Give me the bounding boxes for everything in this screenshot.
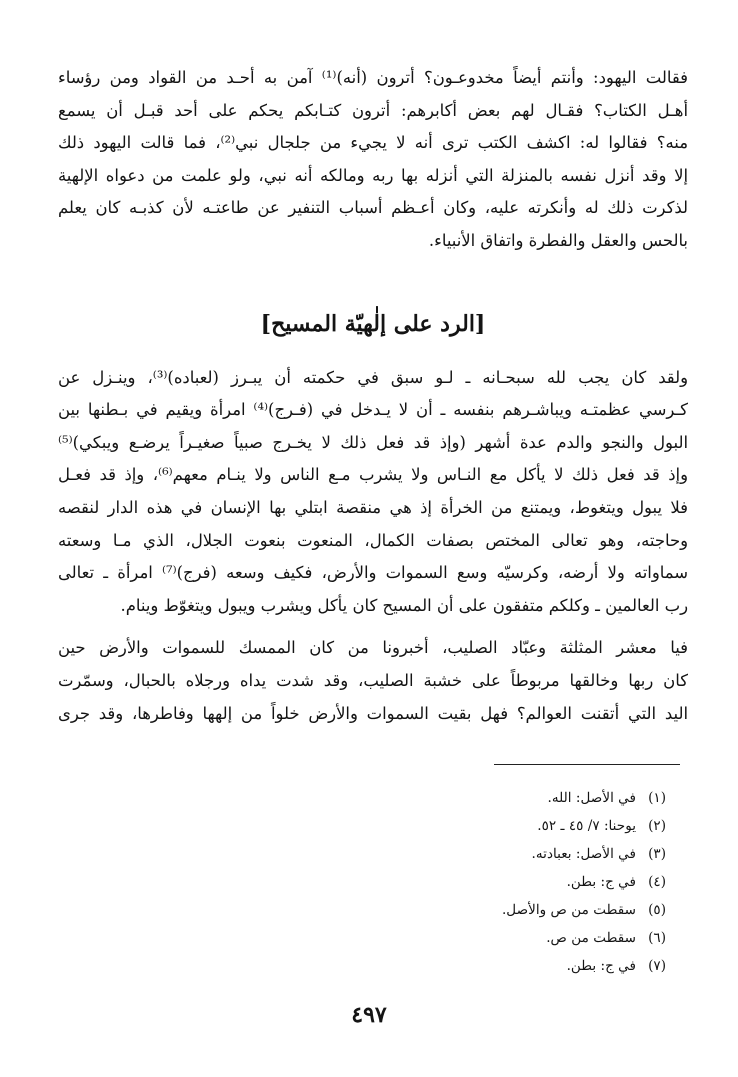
footnote-text: في ج: بطن. (566, 958, 636, 974)
paragraph-3 (58, 632, 688, 730)
footnote-text: يوحنا: ٧/ ٤٥ ـ ٥٢. (537, 818, 636, 834)
text-line: بالحس والعقل والفطرة واتفاق الأنبياء. (428, 230, 688, 250)
page-number: ٤٩٧ (351, 1002, 387, 1028)
footnote-text: في الأصل: الله. (547, 790, 636, 806)
text-line: فلا يبول ويتغوط، ويمتنع من الخرأة إذ هي منقصة ابتلي بها الإنسان في هذه الدار لنقصه (58, 497, 688, 517)
footnote-text: سقطت من ص. (546, 930, 636, 946)
text-line: فيا معشر المثلثة وعبّاد الصليب، أخبرونا من كان الممسك للسموات والأرض حين (58, 638, 688, 658)
footnote-number: (٧) (648, 958, 666, 974)
text-line: كـرسي عظمتـه ويباشـرهم بنفسه ـ أن لا يـدخل في (فـرج)⁽⁴⁾ امرأة ويقيم في بـطنها بين (58, 400, 688, 420)
footnote-item (502, 924, 666, 952)
footnote-divider (494, 764, 680, 765)
footnote-number: (١) (648, 790, 666, 806)
footnote-item (502, 840, 666, 868)
text-line: منه؟ فقالوا له: اكشف الكتب ترى أنه لا يجيء من جلجال نبي⁽²⁾، فما قالت اليهود ذلك (58, 133, 688, 153)
footnote-item (502, 784, 666, 812)
text-line: اليد التي أتقنت العوالم؟ فهل بقيت السموات والأرض خلواً من إلهها وفاطرها، وقد جرى (58, 703, 688, 723)
footnote-item (502, 868, 666, 896)
footnote-text: في الأصل: بعبادته. (531, 846, 636, 862)
text-line: سماواته ولا أرضه، وكرسيّه وسع السموات والأرض، فكيف وسعه (فرج)⁽⁷⁾ امرأة ـ تعالى (58, 563, 688, 583)
section-heading: [الرد على إلٰهيّة المسيح] (260, 310, 486, 337)
footnote-item (502, 896, 666, 924)
text-line: لذكرت ذلك له وأنكرته عليه، وكان أعـظم أسباب التنفير عن طاعتـه لأن كذبـه كان يعلم (58, 198, 688, 218)
text-line: وإذ قد فعل ذلك لا يأكل مع النـاس ولا يشرب مـع الناس ولا ينـام معهم⁽⁶⁾، وإذ قد فعـل (58, 465, 688, 485)
text-line: أهـل الكتاب؟ فقـال لهم بعض أكابرهم: أترون كتـابكم يحكم على أحد قبـل أن يسمع (58, 100, 688, 120)
footnote-number: (٤) (648, 874, 666, 890)
text-line: إلا وقد أنزل نفسه بالمنزلة التي أنزله بها ربه ومالكه أنه نبي، ولو علمت من دعواه الإلهية (58, 165, 688, 185)
text-line: ولقد كان يجب لله سبحـانه ـ لـو سبق في حكمته أن يبـرز (لعباده)⁽³⁾، وينـزل عن (58, 367, 688, 387)
footnote-number: (٦) (648, 930, 666, 946)
footnote-text: سقطت من ص والأصل. (501, 902, 636, 918)
footnote-number: (٢) (648, 818, 666, 834)
footnote-number: (٣) (648, 846, 666, 862)
page-body (58, 62, 688, 730)
paragraph-1 (58, 62, 688, 258)
text-line: كان ربها وخالقها مربوطاً على خشبة الصليب، وقد شدت يداه ورجلاه بالحبال، وسمّرت (58, 670, 688, 690)
text-line: البول والنجو والدم عدة أشهر (وإذ قد فعل ذلك لا يخـرج صبياً صغيـراً يرضـع ويبكي)⁽⁵⁾ (58, 432, 688, 452)
text-line: فقالت اليهود: وأنتم أيضاً مخدوعـون؟ أترون (أنه)⁽¹⁾ آمن به أحـد من القواد ومن رؤساء (58, 68, 688, 87)
text-line: رب العالمين ـ وكلكم متفقون على أن المسيح كان يأكل ويشرب ويبول ويتغوّط وينام. (120, 595, 688, 615)
footnote-text: في ج: بطن. (566, 874, 636, 890)
footnote-item (502, 952, 666, 980)
paragraph-2 (58, 362, 688, 623)
footnotes (502, 784, 666, 980)
footnote-item (502, 812, 666, 840)
text-line: وحاجته، وهو تعالى المختص بصفات الكمال، المنعوت بنعوت الجلال، الذي مـا وسعته (58, 530, 688, 550)
footnote-number: (٥) (648, 902, 666, 918)
